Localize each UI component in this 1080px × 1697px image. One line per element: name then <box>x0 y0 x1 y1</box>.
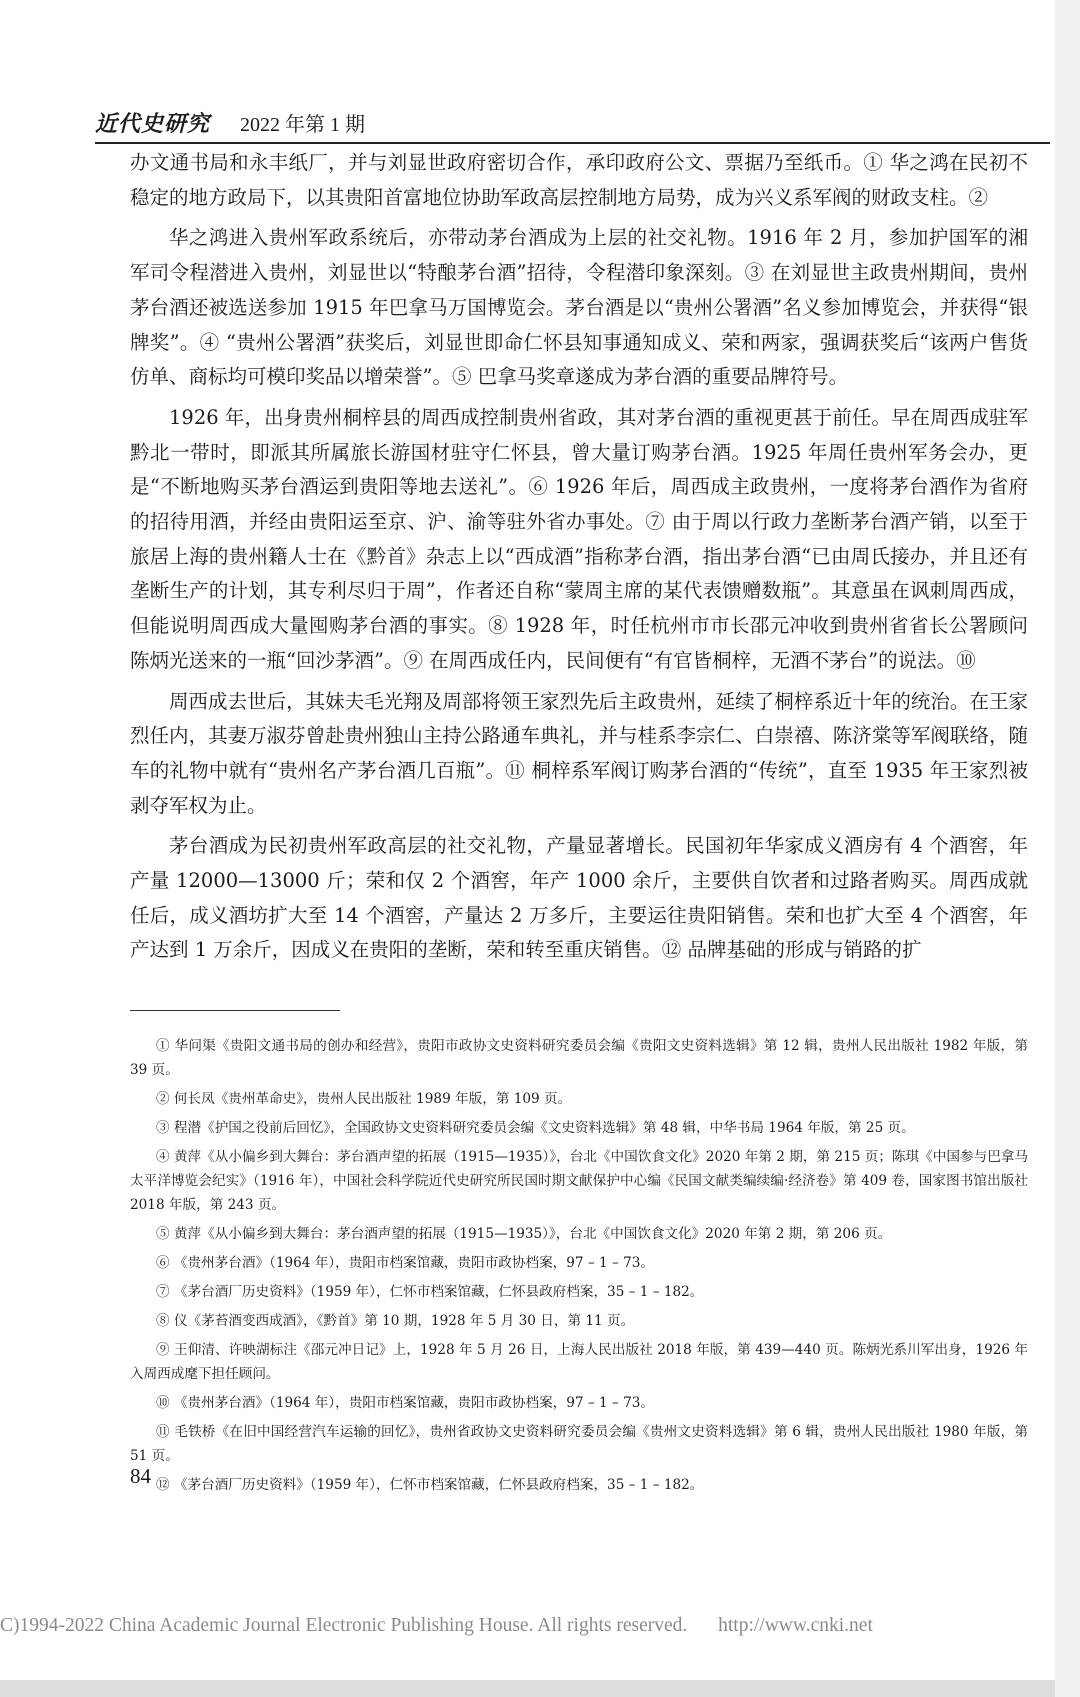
copyright-notice <box>0 1615 1055 1637</box>
footnote: ⑤ 黄萍《从小偏乡到大舞台：茅台酒声望的拓展（1915—1935）》，台北《中国饮食文化》2020 年第 2 期，第 206 页。 <box>156 1226 892 1242</box>
footnote: ⑩ 《贵州茅台酒》（1964 年），贵阳市档案馆藏，贵阳市政协档案，97 – 1 – 73。 <box>156 1395 654 1411</box>
vertical-scrollbar[interactable] <box>1055 0 1080 1697</box>
paragraph: 华之鸿进入贵州军政系统后，亦带动茅台酒成为上层的社交礼物。1916 年 2 月，参加护国军的湘军司令程潜进入贵州，刘显世以“特酿茅台酒”招待，令程潜印象深刻。③ 在刘显世主政贵州期间，贵州茅台酒还被选送参加 1915 年巴拿马万国博览会。茅台酒是以“贵州公署酒”名义参加博览会，并获得“银牌奖”。④ “贵州公署酒”获奖后，刘显世即命仁怀县知事通知成义、荣和两家，强调获奖后“该两户售货仿单、商标均可模印奖品以增荣誉”。⑤ 巴拿马奖章遂成为茅台酒的重要品牌符号。 <box>130 226 1028 389</box>
running-head <box>95 106 365 138</box>
footnote: ⑧ 仪《茅苔酒变西成酒》，《黔首》第 10 期，1928 年 5 月 30 日，第 11 页。 <box>156 1313 635 1329</box>
footnote: ① 华问渠《贵阳文通书局的创办和经营》，贵阳市政协文史资料研究委员会编《贵阳文史资料选辑》第 12 辑，贵州人民出版社 1982 年版，第 39 页。 <box>130 1038 1028 1078</box>
footnotes <box>130 1034 1028 1502</box>
copyright-url: http://www.cnki.net <box>718 1615 873 1636</box>
footnote: ⑥ 《贵州茅台酒》（1964 年），贵阳市档案馆藏，贵阳市政协档案，97 – 1 – 73。 <box>156 1255 654 1271</box>
footnote: ② 何长凤《贵州革命史》，贵州人民出版社 1989 年版，第 109 页。 <box>156 1091 572 1107</box>
footnote: ⑦ 《茅台酒厂历史资料》（1959 年），仁怀市档案馆藏，仁怀县政府档案，35 – 1 – 182。 <box>156 1284 704 1300</box>
page-number: 84 <box>130 1464 151 1488</box>
body-text <box>130 146 1028 974</box>
header-rule <box>95 142 1050 144</box>
footnote: ⑨ 王仰清、许映湖标注《邵元冲日记》上，1928 年 5 月 26 日，上海人民出版社 2018 年版，第 439—440 页。陈炳光系川军出身，1926 年入周西成麾下担任顾问。 <box>130 1342 1028 1382</box>
journal-name: 近代史研究 <box>95 110 211 137</box>
copyright-text: C)1994-2022 China Academic Journal Electronic Publishing House. All rights reserved. <box>0 1615 688 1636</box>
paragraph: 周西成去世后，其妹夫毛光翔及周部将领王家烈先后主政贵州，延续了桐梓系近十年的统治。在王家烈任内，其妻万淑芬曾赴贵州独山主持公路通车典礼，并与桂系李宗仁、白崇禧、陈济棠等军阀联络，随车的礼物中就有“贵州名产茅台酒几百瓶”。⑪ 桐梓系军阀订购茅台酒的“传统”，直至 1935 年王家烈被剥夺军权为止。 <box>130 689 1028 817</box>
paragraph: 1926 年，出身贵州桐梓县的周西成控制贵州省政，其对茅台酒的重视更甚于前任。早在周西成驻军黔北一带时，即派其所属旅长游国材驻守仁怀县，曾大量订购茅台酒。1925 年周任贵州军务会办，更是“不断地购买茅台酒运到贵阳等地去送礼”。⑥ 1926 年后，周西成主政贵州，一度将茅台酒作为省府的招待用酒，并经由贵阳运至京、沪、渝等驻外省办事处。⑦ 由于周以行政力垄断茅台酒产销，以至于旅居上海的贵州籍人士在《黔首》杂志上以“西成酒”指称茅台酒，指出茅台酒“已由周氏接办，并且还有垄断生产的计划，其专利尽归于周”，作者还自称“蒙周主席的某代表馈赠数瓶”。其意虽在讽刺周西成，但能说明周西成大量囤购茅台酒的事实。⑧ 1928 年，时任杭州市市长邵元冲收到贵州省省长公署顾问陈炳光送来的一瓶“回沙茅酒”。⑨ 在周西成任内，民间便有“有官皆桐梓，无酒不茅台”的说法。⑩ <box>130 405 1028 672</box>
paragraph: 办文通书局和永丰纸厂，并与刘显世政府密切合作，承印政府公文、票据乃至纸币。① 华之鸿在民初不稳定的地方政局下，以其贵阳首富地位协助军政高层控制地方局势，成为兴义系军阀的财政支柱。② <box>130 151 1028 209</box>
footnote: ⑪ 毛铁桥《在旧中国经营汽车运输的回忆》，贵州省政协文史资料研究委员会编《贵州文史资料选辑》第 6 辑，贵州人民出版社 1980 年版，第 51 页。 <box>130 1424 1028 1464</box>
horizontal-scrollbar[interactable] <box>0 1680 1055 1697</box>
footnote: ③ 程潜《护国之役前后回忆》，全国政协文史资料研究委员会编《文史资料选辑》第 48 辑，中华书局 1964 年版，第 25 页。 <box>156 1120 915 1136</box>
footnote: ④ 黄萍《从小偏乡到大舞台：茅台酒声望的拓展（1915—1935）》，台北《中国饮食文化》2020 年第 2 期，第 215 页；陈琪《中国参与巴拿马太平洋博览会纪实》（1916 年），中国社会科学院近代史研究所民国时期文献保护中心编《民国文献类编续编·经济卷》第 409 卷，国家图书馆出版社 2018 年版，第 243 页。 <box>130 1149 1028 1213</box>
paragraph: 茅台酒成为民初贵州军政高层的社交礼物，产量显著增长。民国初年华家成义酒房有 4 个酒窖，年产量 12000—13000 斤；荣和仅 2 个酒窖，年产 1000 余斤，主要供自饮者和过路者购买。周西成就任后，成义酒坊扩大至 14 个酒窖，产量达 2 万多斤，主要运往贵阳销售。荣和也扩大至 4 个酒窖，年产达到 1 万余斤，因成义在贵阳的垄断，荣和转至重庆销售。⑫ 品牌基础的形成与销路的扩 <box>130 834 1028 962</box>
footnote: ⑫ 《茅台酒厂历史资料》（1959 年），仁怀市档案馆藏，仁怀县政府档案，35 – 1 – 182。 <box>156 1477 704 1493</box>
issue-label: 2022 年第 1 期 <box>240 113 366 136</box>
footnote-rule <box>130 1010 340 1011</box>
